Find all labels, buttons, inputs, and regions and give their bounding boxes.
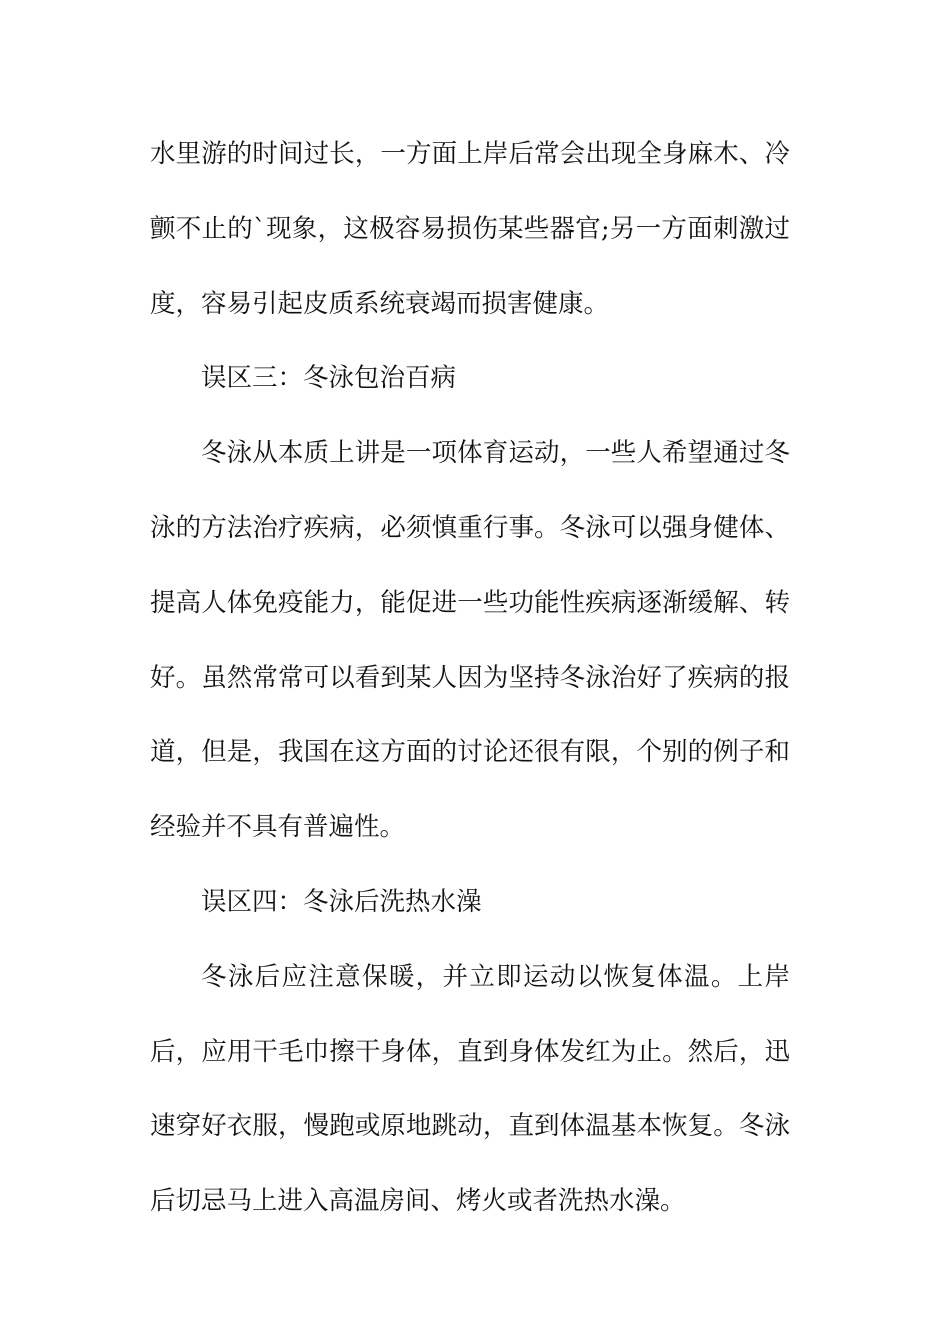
- paragraph-misconception-3: 冬泳从本质上讲是一项体育运动，一些人希望通过冬泳的方法治疗疾病，必须慎重行事。冬泳可以强身健体、提高人体免疫能力，能促进一些功能性疾病逐渐缓解、转好。虽然常常可以看到某人因为坚持冬泳治好了疾病的报道，但是，我国在这方面的讨论还很有限，个别的例子和经验并不具有普遍性。: [150, 438, 790, 843]
- section-heading-misconception-3: 误区三：冬泳包治百病: [201, 363, 457, 394]
- document-body: [150, 117, 790, 1239]
- paragraph-continuation: 水里游的时间过长，一方面上岸后常会出现全身麻木、冷颤不止的`现象，这极容易损伤某些器官;另一方面刺激过度，容易引起皮质系统衰竭而损害健康。: [150, 139, 790, 319]
- paragraph-misconception-4: 冬泳后应注意保暖，并立即运动以恢复体温。上岸后，应用干毛巾擦干身体，直到身体发红为止。然后，迅速穿好衣服，慢跑或原地跳动，直到体温基本恢复。冬泳后切忌马上进入高温房间、烤火或者洗热水澡。: [150, 961, 790, 1217]
- section-heading-misconception-4: 误区四：冬泳后洗热水澡: [201, 886, 482, 917]
